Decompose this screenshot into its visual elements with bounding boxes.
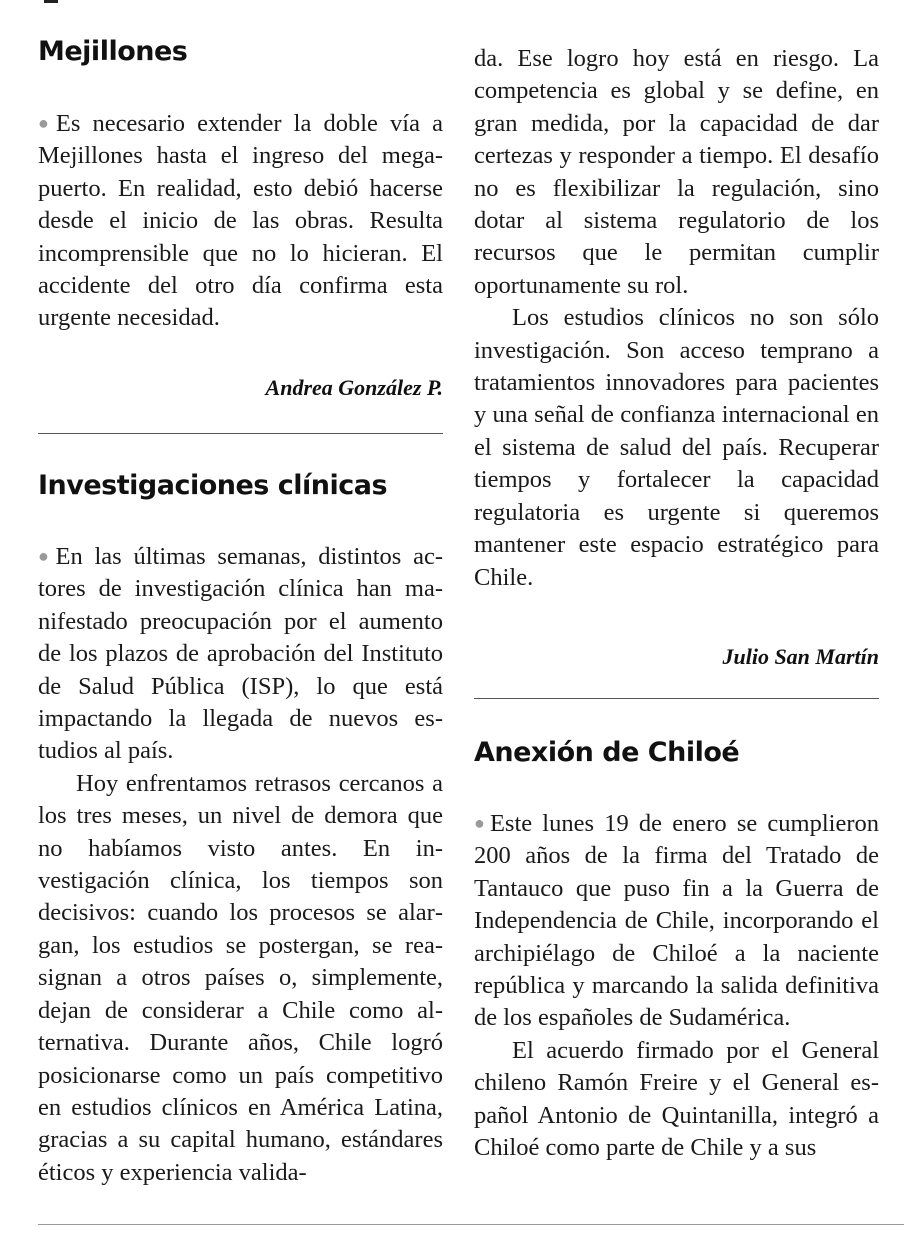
letter-body-investigaciones (38, 540, 443, 1189)
letter-title-mejillones: Mejillones (38, 36, 188, 67)
section-divider (38, 433, 443, 434)
bullet-icon: ● (38, 113, 55, 133)
letter-paragraph: ●Es necesario extender la doble vía a Mejillones hasta el ingreso del megapuerto. En realidad, esto debió hacerse desde el inicio de las obras. Resulta incomprensible que no lo hicieran. El accidente del otro día confirma esta urgente necesidad. (38, 110, 443, 332)
bullet-icon: ● (474, 813, 489, 833)
section-divider (474, 698, 879, 699)
letter-signature: Andrea González P. (265, 375, 443, 400)
bottom-divider (38, 1224, 904, 1225)
bullet-icon: ● (38, 546, 55, 566)
letter-signature: Julio San Martín (722, 644, 879, 669)
letter-paragraph: da. Ese logro hoy está en riesgo. La competencia es global y se define, en gran medida, por la capacidad de dar certezas y responder a tiempo. El desafío no es flexibilizar la regulación, sino dotar al sistema regulatorio de los recursos que le permitan cumplir oportunamente su rol. (474, 45, 879, 299)
letter-paragraph: ●En las últimas semanas, distintos actores de investigación clínica han manifestado preocupación por el aumento de los plazos de aprobación del Instituto de Salud Pública (ISP), lo que está impactando la llegada de nuevos estudios al país. (38, 543, 443, 765)
letter-body-mejillones (38, 107, 443, 335)
letter-paragraph: Hoy enfrentamos retrasos cercanos a los tres meses, un nivel de demora que no habíamos visto antes. En investigación clínica, los tiempos son decisivos: cuando los procesos se alargan, los estudios se postergan, se reasignan a otros países o, simplemente, dejan de considerar a Chile como alternativa. Durante años, Chile logró posicionarse como un país competitivo en estudios clínicos en América Latina, gracias a su capital humano, estándares éticos y experiencia valida- (38, 769, 443, 1186)
letter-title-chiloe: Anexión de Chiloé (474, 737, 740, 768)
top-edge-mark (44, 0, 58, 3)
letter-body-investigaciones-continued (474, 43, 879, 594)
letter-paragraph: El acuerdo firmado por el General chileno Ramón Freire y el General español Antonio de Quintanilla, integró a Chiloé como parte de Chile y a sus (474, 1036, 879, 1162)
letter-body-chiloe (474, 807, 879, 1164)
letter-paragraph: ●Este lunes 19 de enero se cumplieron 200 años de la firma del Tratado de Tantauco que puso fin a la Guerra de Independencia de Chile, incorporando el archipiélago de Chiloé a la naciente república y marcando la salida definitiva de los españoles de Sudamérica. (474, 810, 879, 1032)
letter-title-investigaciones: Investigaciones clínicas (38, 470, 388, 501)
letter-paragraph: Los estudios clínicos no son sólo investigación. Son acceso temprano a tratamientos innovadores para pacientes y una señal de confianza internacional en el sistema de salud del país. Recuperar tiempos y fortalecer la capacidad regulatoria es urgente si queremos mantener este espacio estratégico para Chile. (474, 304, 879, 591)
